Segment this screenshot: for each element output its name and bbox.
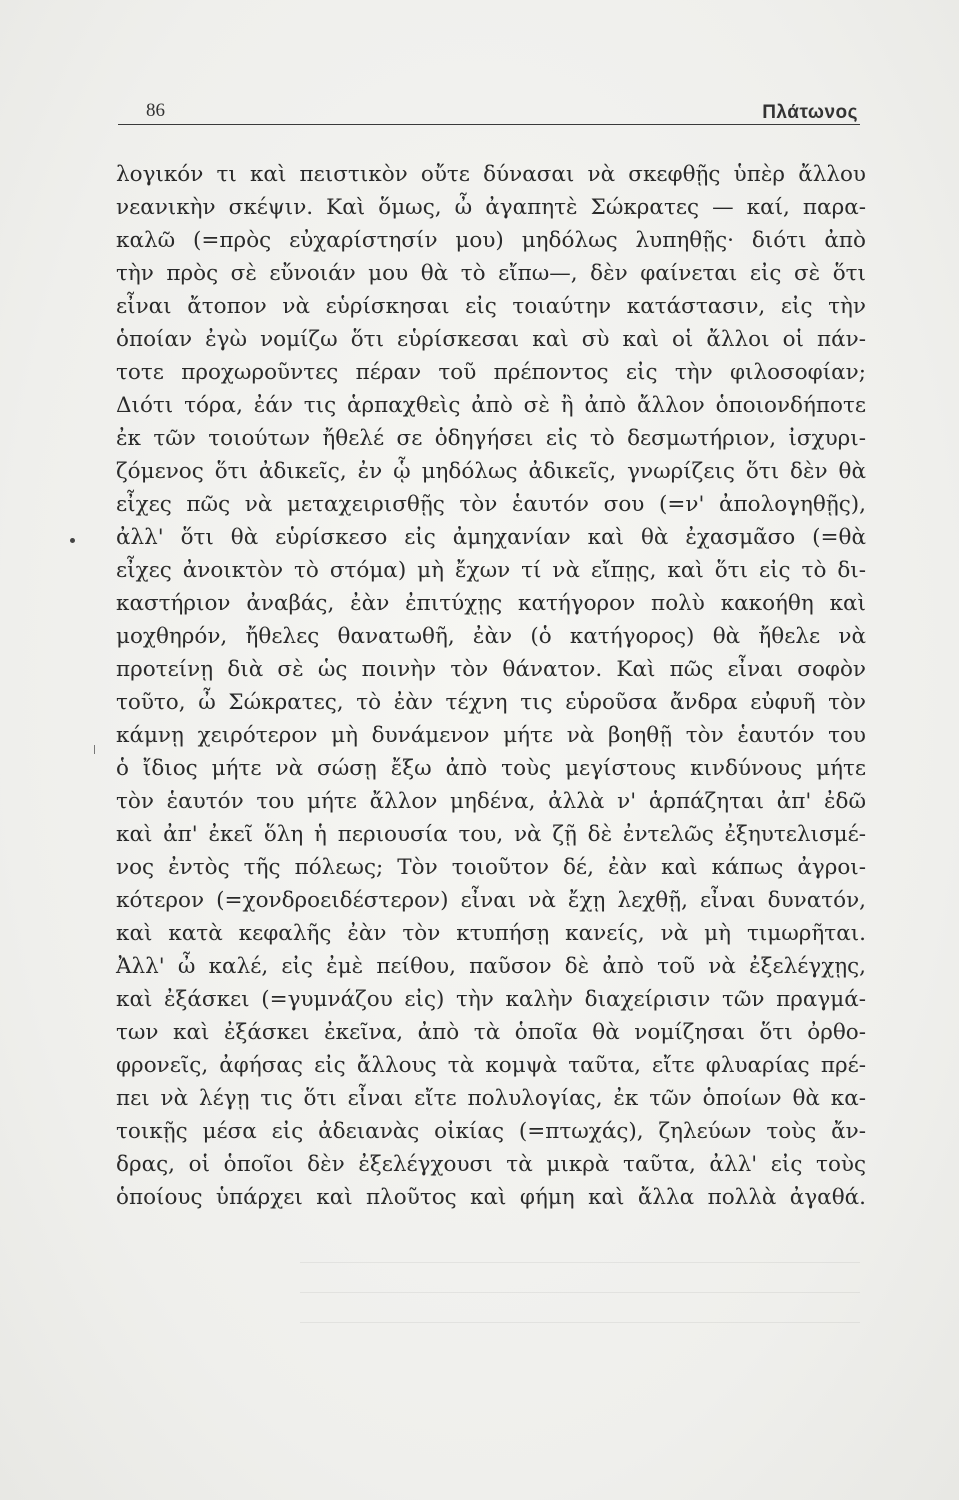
page-number: 86	[146, 100, 165, 121]
page-header	[118, 96, 860, 130]
text-line: νος ἐντὸς τῆς πόλεως; Τὸν τοιοῦτον δέ, ἐὰν καὶ κάπως ἀγροι-	[116, 855, 866, 880]
show-through-texture	[300, 1262, 860, 1342]
text-line: ἀλλ' ὅτι θὰ εὑρίσκεσο εἰς ἀμηχανίαν καὶ θὰ ἐχασμᾶσο (=θὰ	[116, 525, 866, 550]
text-line: Ἀλλ' ὦ καλέ, εἰς ἐμὲ πείθου, παῦσον δὲ ἀπὸ τοῦ νὰ ἐξελέγχῃς,	[116, 954, 866, 979]
text-line: καλῶ (=πρὸς εὐχαρίστησίν μου) μηδόλως λυπηθῇς· διότι ἀπὸ	[116, 228, 866, 253]
text-line: κάμνῃ χειρότερον μὴ δυνάμενον μήτε νὰ βοηθῇ τὸν ἑαυτόν του	[116, 723, 866, 748]
text-line: λογικόν τι καὶ πειστικὸν οὔτε δύνασαι νὰ σκεφθῇς ὑπὲρ ἄλλου	[116, 162, 866, 187]
text-line: ἐκ τῶν τοιούτων ἤθελέ σε ὁδηγήσει εἰς τὸ δεσμωτήριον, ἰσχυρι-	[116, 426, 866, 451]
text-line: εἶχες πῶς νὰ μεταχειρισθῇς τὸν ἑαυτόν σου (=ν' ἀπολογηθῇς),	[116, 492, 866, 517]
text-line: ὁποίαν ἐγὼ νομίζω ὅτι εὑρίσκεσαι καὶ σὺ καὶ οἱ ἄλλοι οἱ πάν-	[116, 327, 866, 352]
text-line: τοτε προχωροῦντες πέραν τοῦ πρέποντος εἰς τὴν φιλοσοφίαν;	[116, 360, 866, 385]
text-line: ὁ ἴδιος μήτε νὰ σώσῃ ἔξω ἀπὸ τοὺς μεγίστους κινδύνους μήτε	[116, 756, 866, 781]
text-line: καὶ ἐξάσκει (=γυμνάζου εἰς) τὴν καλὴν διαχείρισιν τῶν πραγμά-	[116, 987, 866, 1012]
text-line: των καὶ ἐξάσκει ἐκεῖνα, ἀπὸ τὰ ὁποῖα θὰ νομίζησαι ὅτι ὀρθο-	[116, 1020, 866, 1045]
text-line: καὶ κατὰ κεφαλῆς ἐὰν τὸν κτυπήσῃ κανείς, νὰ μὴ τιμωρῆται.	[116, 921, 866, 946]
running-head: Πλάτωνος	[762, 102, 858, 123]
text-line: Διότι τόρα, ἐάν τις ἁρπαχθεὶς ἀπὸ σὲ ἢ ἀπὸ ἄλλον ὁποιονδήποτε	[116, 393, 866, 418]
text-line: τὸν ἑαυτόν του μήτε ἄλλον μηδένα, ἀλλὰ ν' ἁρπάζηται ἀπ' ἐδῶ	[116, 789, 866, 814]
text-line: ζόμενος ὅτι ἀδικεῖς, ἐν ᾧ μηδόλως ἀδικεῖς, γνωρίζεις ὅτι δὲν θὰ	[116, 459, 866, 484]
text-line: φρονεῖς, ἀφήσας εἰς ἄλλους τὰ κομψὰ ταῦτα, εἴτε φλυαρίας πρέ-	[116, 1053, 866, 1078]
text-line: εἶχες ἀνοικτὸν τὸ στόμα) μὴ ἔχων τί νὰ εἴπῃς, καὶ ὅτι εἰς τὸ δι-	[116, 558, 866, 583]
text-line: προτείνῃ διὰ σὲ ὡς ποινὴν τὸν θάνατον. Καὶ πῶς εἶναι σοφὸν	[116, 657, 866, 682]
text-line: κότερον (=χονδροειδέστερον) εἶναι νὰ ἔχῃ λεχθῇ, εἶναι δυνατόν,	[116, 888, 866, 913]
text-line: ὁποίους ὑπάρχει καὶ πλοῦτος καὶ φήμη καὶ ἄλλα πολλὰ ἀγαθά.	[116, 1185, 866, 1210]
text-line: πει νὰ λέγῃ τις ὅτι εἶναι εἴτε πολυλογίας, ἐκ τῶν ὁποίων θὰ κα-	[116, 1086, 866, 1111]
text-line: καστήριον ἀναβάς, ἐὰν ἐπιτύχῃς κατήγορον πολὺ κακοήθη καὶ	[116, 591, 866, 616]
header-rule	[118, 124, 860, 125]
text-line: τοῦτο, ὦ Σώκρατες, τὸ ἐὰν τέχνη τις εὑροῦσα ἄνδρα εὐφυῆ τὸν	[116, 690, 866, 715]
text-line: τὴν πρὸς σὲ εὔνοιάν μου θὰ τὸ εἴπω—, δὲν φαίνεται εἰς σὲ ὅτι	[116, 261, 866, 286]
text-line: καὶ ἀπ' ἐκεῖ ὅλη ἡ περιουσία του, νὰ ζῇ δὲ ἐντελῶς ἐξηυτελισμέ-	[116, 822, 866, 847]
margin-dot	[70, 538, 75, 543]
margin-mark	[94, 745, 95, 754]
text-line: εἶναι ἄτοπον νὰ εὑρίσκησαι εἰς τοιαύτην κατάστασιν, εἰς τὴν	[116, 294, 866, 319]
text-line: δρας, οἱ ὁποῖοι δὲν ἐξελέγχουσι τὰ μικρὰ ταῦτα, ἀλλ' εἰς τοὺς	[116, 1152, 866, 1177]
body-text	[116, 158, 866, 1214]
text-line: νεανικὴν σκέψιν. Καὶ ὅμως, ὦ ἀγαπητὲ Σώκρατες — καί, παρα-	[116, 195, 866, 220]
text-line: τοικῇς μέσα εἰς ἀδειανὰς οἰκίας (=πτωχάς), ζηλεύων τοὺς ἄν-	[116, 1119, 866, 1144]
text-line: μοχθηρόν, ἤθελες θανατωθῆ, ἐὰν (ὁ κατήγορος) θὰ ἤθελε νὰ	[116, 624, 866, 649]
